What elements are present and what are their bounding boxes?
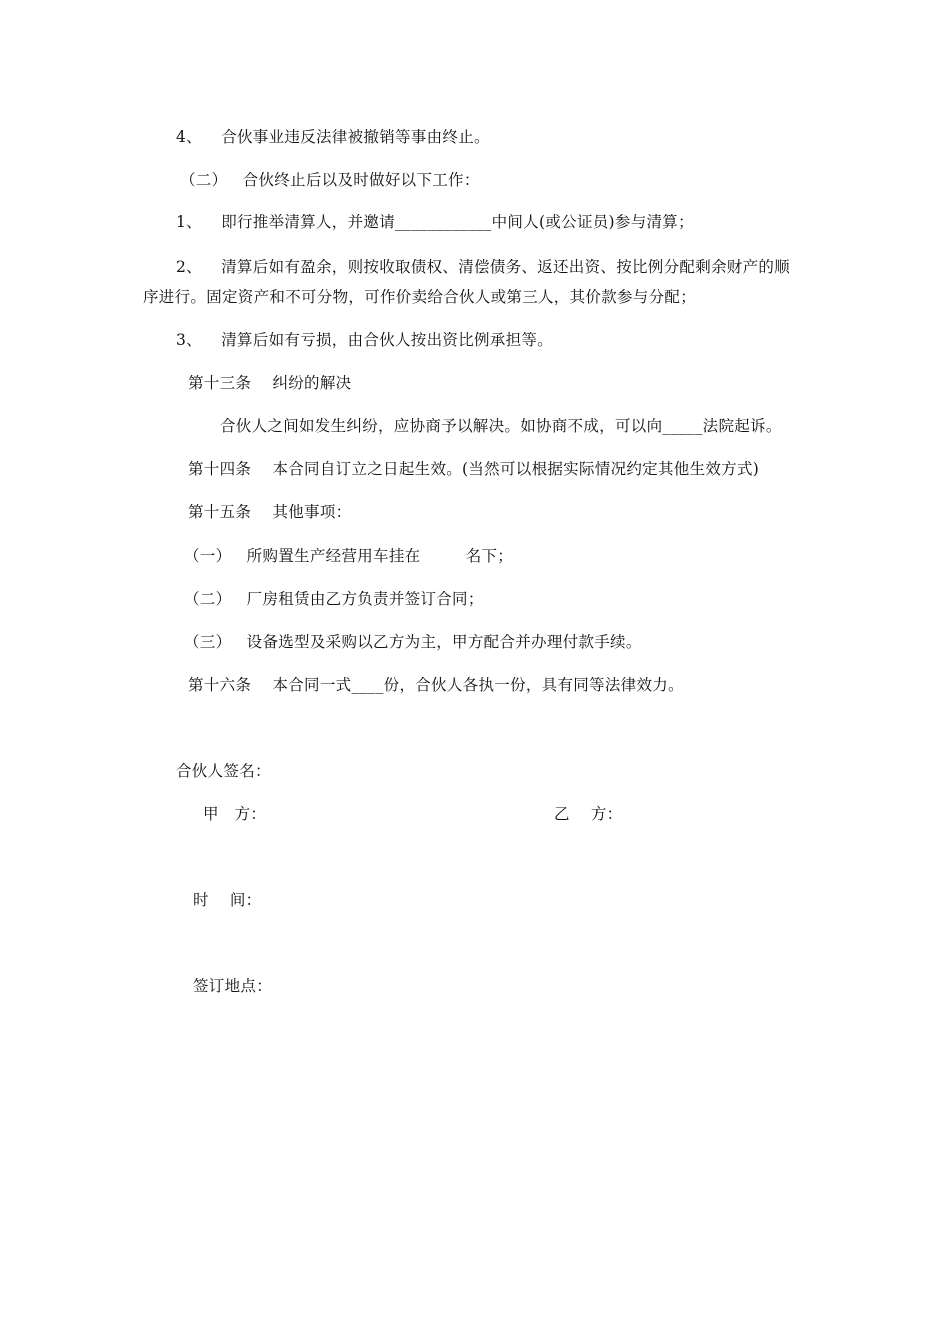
item-text: 所购置生产经营用车挂在 (246, 547, 421, 565)
clause-step-3 (176, 330, 553, 350)
other-item-2 (184, 589, 484, 609)
article-text: 本合同一式____份，合伙人各执一份，具有同等法律效力。 (272, 676, 684, 694)
clause-step-1 (176, 212, 694, 232)
clause-text: 合伙事业违反法律被撤销等事由终止。 (221, 128, 490, 146)
item-text: 厂房租赁由乙方负责并签订合同； (246, 590, 484, 608)
item-text-tail: 名下； (465, 547, 514, 565)
clause-item-4 (176, 127, 490, 147)
clause-text: 即行推举清算人，并邀请____________中间人(或公证员)参与清算； (221, 213, 694, 231)
article-16 (188, 675, 684, 695)
article-number: 第十三条 (188, 374, 252, 392)
article-14 (188, 459, 759, 479)
section-text: 合伙终止后以及时做好以下工作： (242, 171, 480, 189)
clause-number: 4、 (176, 128, 202, 146)
party-a-label: 甲 方： (203, 805, 267, 823)
clause-step-2-continuation: 序进行。固定资产和不可分物，可作价卖给合伙人或第三人，其价款参与分配； (143, 288, 697, 306)
party-b-label: 乙 方： (554, 805, 623, 823)
article-15-heading (188, 502, 351, 522)
article-title: 其他事项： (272, 503, 352, 521)
item-number: （二） (184, 590, 232, 608)
clause-number: 1、 (176, 213, 202, 231)
signature-heading: 合伙人签名： (176, 762, 271, 780)
article-text: 本合同自订立之日起生效。(当然可以根据实际情况约定其他生效方式) (272, 460, 760, 478)
section-2-heading (180, 170, 480, 190)
clause-step-2 (176, 257, 790, 277)
article-13-body: 合伙人之间如发生纠纷，应协商予以解决。如协商不成，可以向_____法院起诉。 (220, 417, 782, 435)
item-text: 设备选型及采购以乙方为主，甲方配合并办理付款手续。 (246, 633, 642, 651)
clause-number: 2、 (176, 258, 202, 276)
other-item-1 (184, 546, 513, 566)
time-label: 时 间： (193, 891, 262, 909)
item-number: （一） (184, 547, 232, 565)
clause-number: 3、 (176, 331, 202, 349)
item-number: （三） (184, 633, 232, 651)
clause-text: 清算后如有盈余，则按收取债权、清偿债务、返还出资、按比例分配剩余财产的顺 (221, 258, 791, 276)
clause-text: 清算后如有亏损，由合伙人按出资比例承担等。 (221, 331, 554, 349)
article-number: 第十六条 (188, 676, 252, 694)
signing-place-label: 签订地点： (193, 977, 273, 995)
other-item-3 (184, 632, 642, 652)
section-number: （二） (180, 171, 228, 189)
article-title: 纠纷的解决 (272, 374, 352, 392)
article-number: 第十四条 (188, 460, 252, 478)
article-13-heading (188, 373, 351, 393)
article-number: 第十五条 (188, 503, 252, 521)
